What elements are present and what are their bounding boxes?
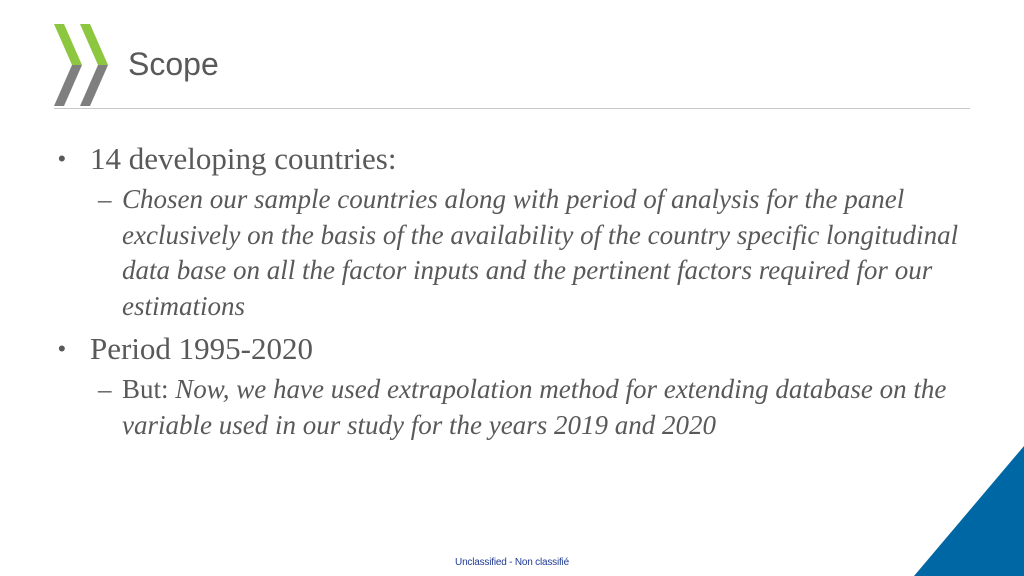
logo-chevron-left-top xyxy=(54,24,82,65)
sub-bullet-sample-selection xyxy=(56,182,966,324)
sub-bullet-extrapolation xyxy=(56,372,966,443)
bullet-period xyxy=(56,330,966,368)
bullet-text: Period 1995-2020 xyxy=(90,331,314,366)
slide-content xyxy=(56,140,966,449)
logo-chevron-right-top xyxy=(80,24,108,65)
dash-icon: – xyxy=(98,374,112,404)
bullet-dot-icon: • xyxy=(58,336,66,361)
oecd-chevron-logo xyxy=(54,24,110,106)
sub-bullet-prefix: But: xyxy=(122,374,176,404)
logo-chevron-left-bottom xyxy=(54,65,82,106)
title-divider xyxy=(54,108,970,109)
bullet-text: 14 developing countries: xyxy=(90,141,397,176)
bullet-countries xyxy=(56,140,966,178)
logo-chevron-right-bottom xyxy=(80,65,108,106)
slide-title: Scope xyxy=(128,46,219,82)
sub-bullet-text: Now, we have used extrapolation method for extending database on the variable used in our study for the years 2019 and 2020 xyxy=(122,374,947,440)
classification-footer: Unclassified - Non classifié xyxy=(455,557,569,568)
dash-icon: – xyxy=(98,184,112,214)
bullet-dot-icon: • xyxy=(58,146,66,171)
sub-bullet-text: Chosen our sample countries along with period of analysis for the panel exclusively on the basis of the availability of the country specific longitudinal data base on all the factor inputs and the pertinent factors required for our estimations xyxy=(122,184,959,321)
